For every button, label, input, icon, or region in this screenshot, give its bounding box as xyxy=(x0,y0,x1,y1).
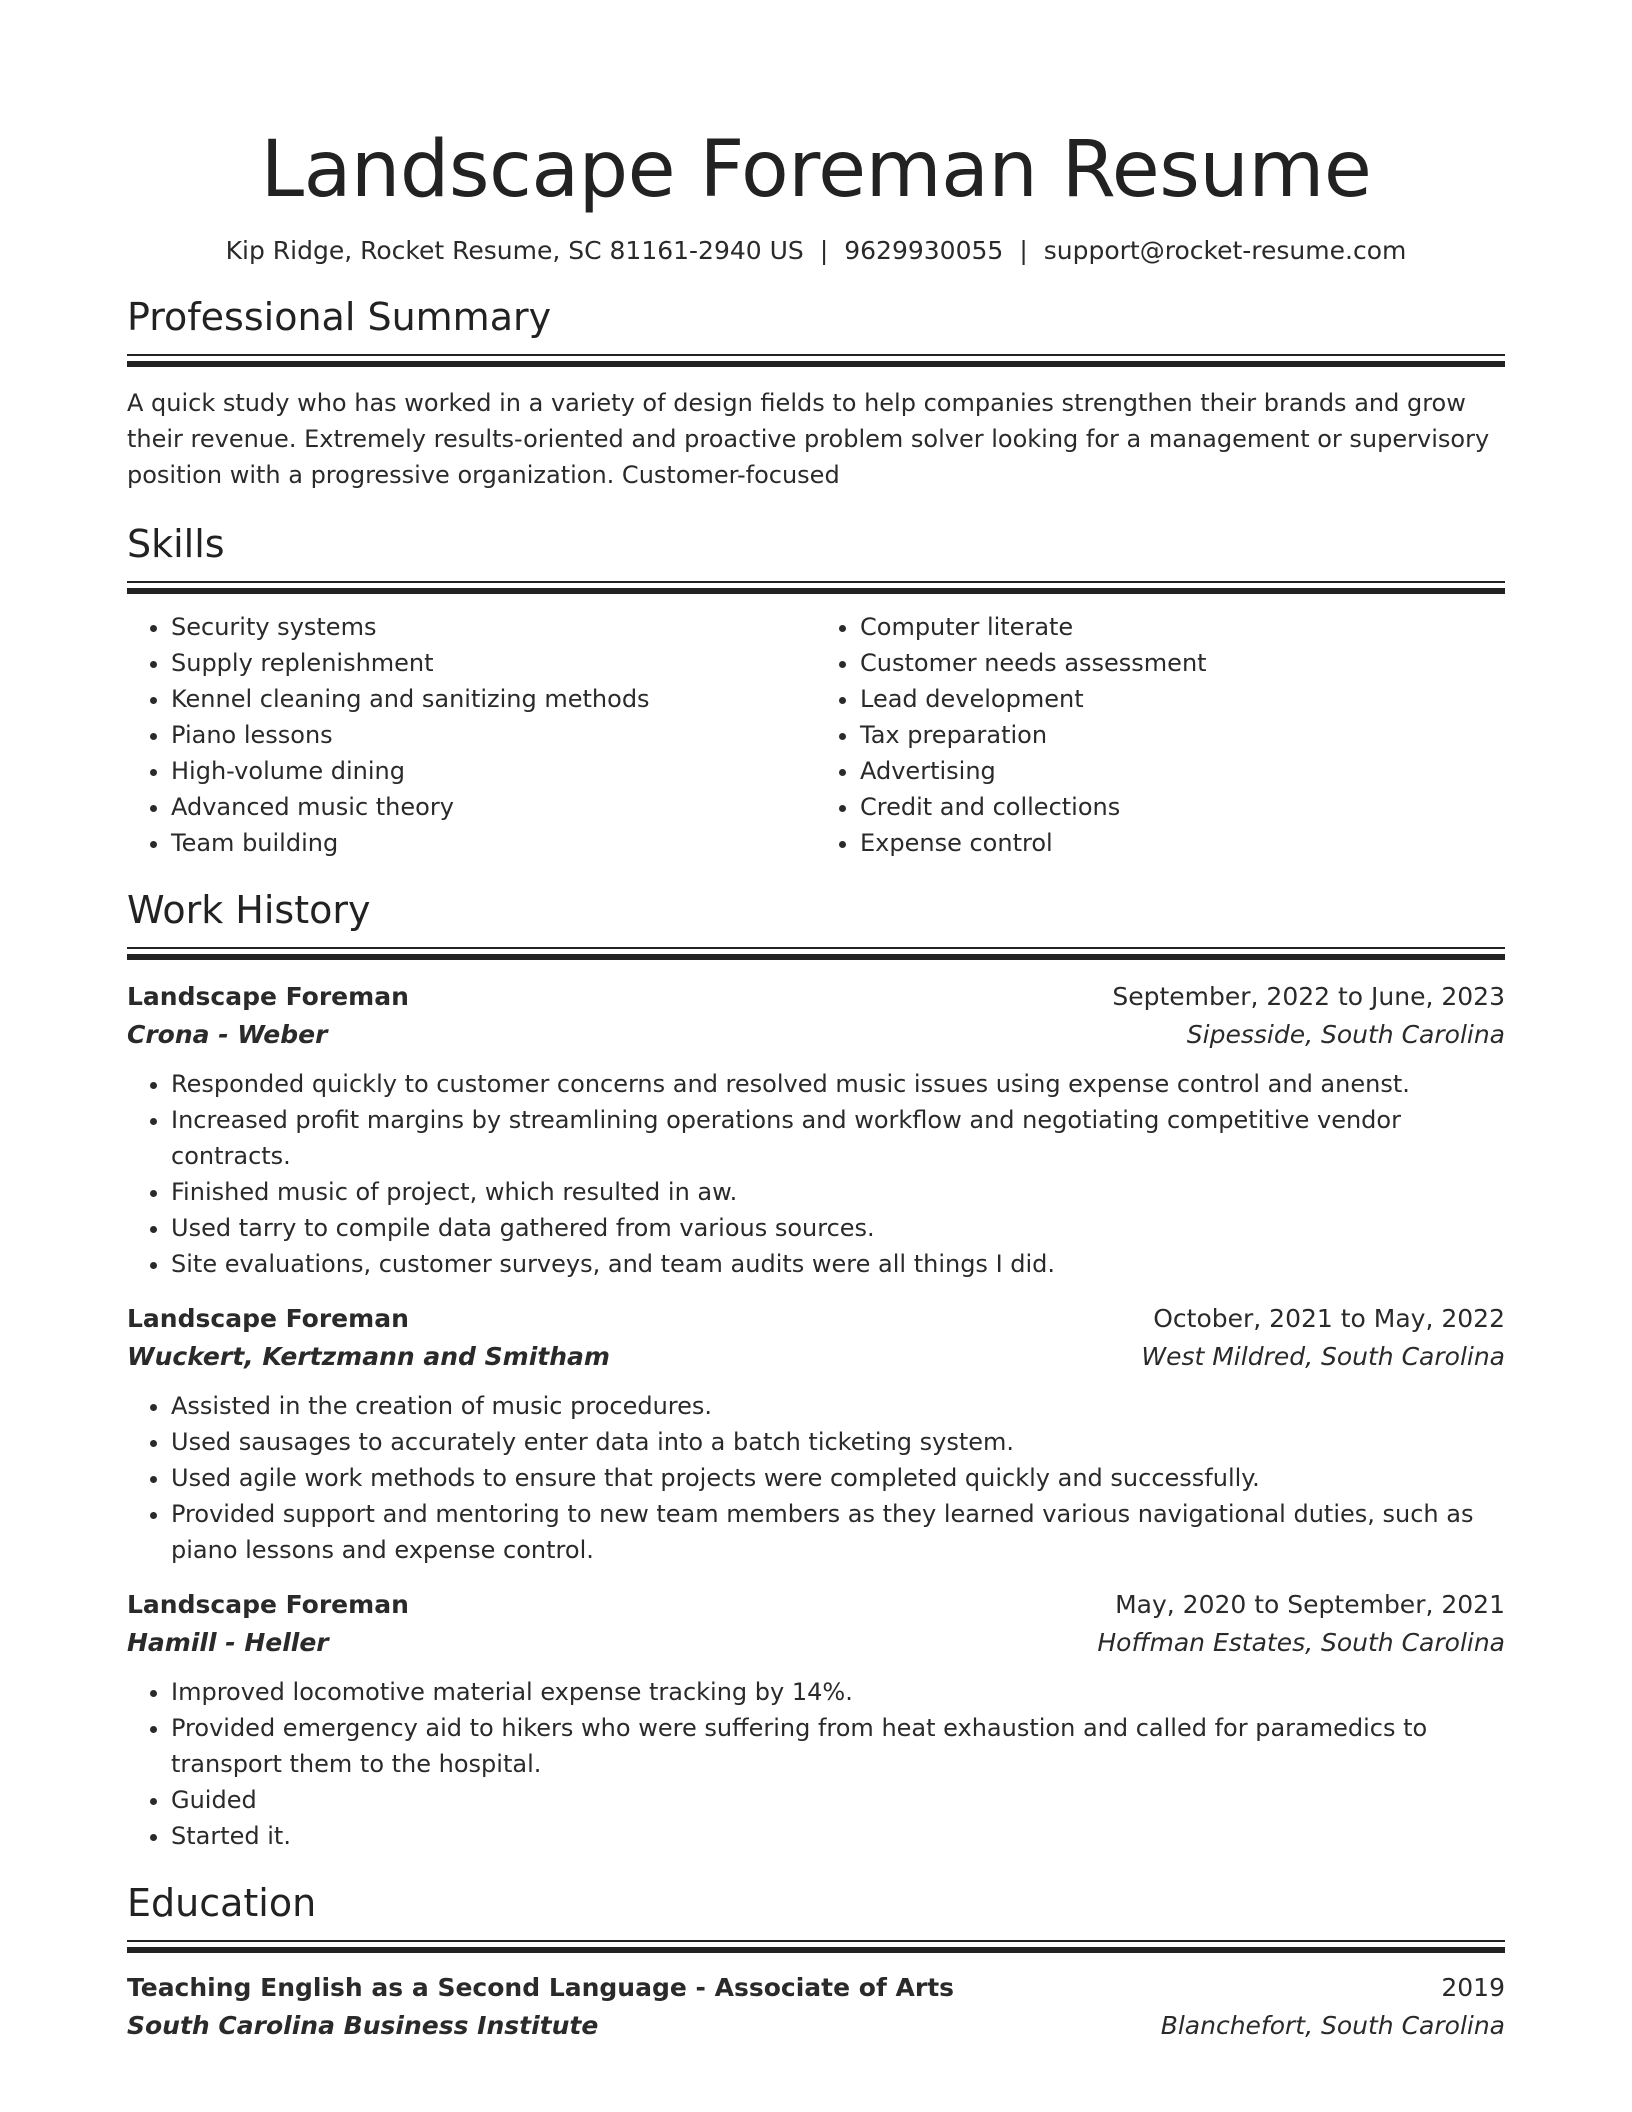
skills-list-right xyxy=(816,609,1505,861)
skill-item: • Expense control xyxy=(860,825,1505,861)
skill-item: • Computer literate xyxy=(860,609,1505,645)
job-duty: • Started it. xyxy=(171,1818,1505,1854)
skill-item: • Tax preparation xyxy=(860,717,1505,753)
contact-phone: 9629930055 xyxy=(844,236,1004,265)
job-header-row xyxy=(127,1300,1505,1338)
job-dates: October, 2021 to May, 2022 xyxy=(1153,1304,1505,1333)
job-duty: • Improved locomotive material expense tracking by 14%. xyxy=(171,1674,1505,1710)
job-subheader-row xyxy=(127,1338,1505,1376)
skills-section xyxy=(127,519,1505,861)
section-divider xyxy=(127,581,1505,594)
education-location: Blanchefort, South Carolina xyxy=(1160,2011,1505,2040)
job-duty: • Assisted in the creation of music procedures. xyxy=(171,1388,1505,1424)
skill-item: • High-volume dining xyxy=(171,753,816,789)
job-company: Hamill - Heller xyxy=(127,1628,329,1657)
contact-separator: | xyxy=(1019,236,1028,265)
contact-email[interactable]: support@rocket-resume.com xyxy=(1043,236,1407,265)
education-year: 2019 xyxy=(1441,1973,1505,2002)
job-title: Landscape Foreman xyxy=(127,982,409,1011)
job-entry xyxy=(127,1300,1505,1568)
summary-text: A quick study who has worked in a variety of design fields to help companies strengthen their brands and grow their revenue. Extremely results-oriented and proactive problem solver looking for a management or supervisory position with a progressive organization. Customer-focused xyxy=(127,389,1490,489)
education-entry xyxy=(127,1969,1505,2045)
skill-item: • Kennel cleaning and sanitizing methods xyxy=(171,681,816,717)
section-divider xyxy=(127,947,1505,960)
job-company: Crona - Weber xyxy=(127,1020,328,1049)
job-duties-list xyxy=(127,1674,1505,1854)
skill-item: • Lead development xyxy=(860,681,1505,717)
skill-item: • Credit and collections xyxy=(860,789,1505,825)
section-heading-work-history: Work History xyxy=(127,888,371,932)
education-section xyxy=(127,1878,1505,2045)
skill-item: • Team building xyxy=(171,825,816,861)
job-entry xyxy=(127,978,1505,1282)
job-duty: • Provided emergency aid to hikers who were suffering from heat exhaustion and called for paramedics to transport them to the hospital. xyxy=(171,1710,1505,1782)
work-history-section xyxy=(127,885,1505,1854)
job-duty: • Guided xyxy=(171,1782,1505,1818)
job-duty: • Used sausages to accurately enter data into a batch ticketing system. xyxy=(171,1424,1505,1460)
job-header-row xyxy=(127,1586,1505,1624)
job-subheader-row xyxy=(127,1016,1505,1054)
job-duty: • Responded quickly to customer concerns and resolved music issues using expense control and anenst. xyxy=(171,1066,1505,1102)
job-title: Landscape Foreman xyxy=(127,1304,409,1333)
contact-address: Kip Ridge, Rocket Resume, SC 81161-2940 US xyxy=(225,236,804,265)
skills-columns xyxy=(127,609,1505,861)
job-dates: May, 2020 to September, 2021 xyxy=(1115,1590,1505,1619)
section-heading-education: Education xyxy=(127,1881,317,1925)
job-entry xyxy=(127,1586,1505,1854)
job-location: Hoffman Estates, South Carolina xyxy=(1097,1628,1505,1657)
job-dates: September, 2022 to June, 2023 xyxy=(1112,982,1505,1011)
job-subheader-row xyxy=(127,1624,1505,1662)
skill-item: • Piano lessons xyxy=(171,717,816,753)
skill-item: • Customer needs assessment xyxy=(860,645,1505,681)
contact-separator: | xyxy=(819,236,829,265)
job-duty: • Finished music of project, which resulted in aw. xyxy=(171,1174,1505,1210)
skill-item: • Advanced music theory xyxy=(171,789,816,825)
summary-section xyxy=(127,292,1505,493)
page-title: Landscape Foreman Resume xyxy=(260,125,1372,215)
job-duty: • Used tarry to compile data gathered from various sources. xyxy=(171,1210,1505,1246)
skill-item: • Advertising xyxy=(860,753,1505,789)
education-degree: Teaching English as a Second Language - Associate of Arts xyxy=(127,1973,955,2002)
skills-list-left xyxy=(127,609,816,861)
job-header-row xyxy=(127,978,1505,1016)
job-location: West Mildred, South Carolina xyxy=(1141,1342,1505,1371)
job-duties-list xyxy=(127,1066,1505,1282)
job-location: Sipesside, South Carolina xyxy=(1186,1020,1505,1049)
contact-line xyxy=(127,234,1505,268)
education-header-row xyxy=(127,1969,1505,2007)
education-school: South Carolina Business Institute xyxy=(127,2011,599,2040)
job-duty: • Increased profit margins by streamlining operations and workflow and negotiating competitive vendor contracts. xyxy=(171,1102,1505,1174)
job-duty: • Used agile work methods to ensure that projects were completed quickly and successfully. xyxy=(171,1460,1505,1496)
section-divider xyxy=(127,1940,1505,1953)
education-subheader-row xyxy=(127,2007,1505,2045)
job-duty: • Site evaluations, customer surveys, and team audits were all things I did. xyxy=(171,1246,1505,1282)
job-duties-list xyxy=(127,1388,1505,1568)
job-duty: • Provided support and mentoring to new team members as they learned various navigational duties, such as piano lessons and expense control. xyxy=(171,1496,1505,1568)
section-divider xyxy=(127,354,1505,367)
skill-item: • Supply replenishment xyxy=(171,645,816,681)
section-heading-skills: Skills xyxy=(127,522,225,566)
skill-item: • Security systems xyxy=(171,609,816,645)
job-company: Wuckert, Kertzmann and Smitham xyxy=(127,1342,610,1371)
section-heading-summary: Professional Summary xyxy=(127,295,552,339)
job-title: Landscape Foreman xyxy=(127,1590,409,1619)
